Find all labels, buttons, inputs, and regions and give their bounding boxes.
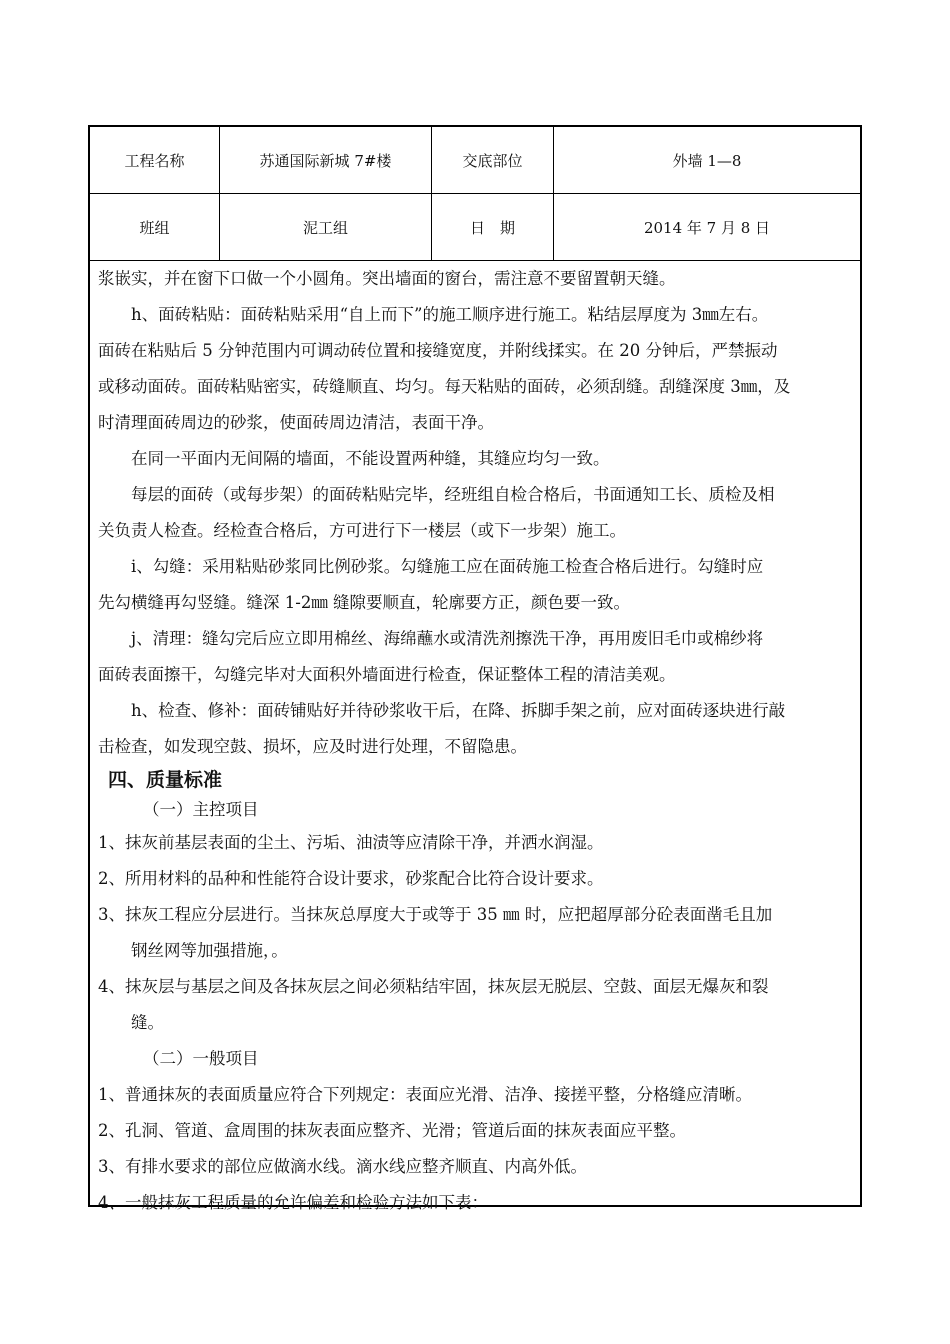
paragraph-line: 每层的面砖（或每步架）的面砖粘贴完毕，经班组自检合格后，书面通知工长、质检及相 [131,485,775,504]
date-label: 日 期 [432,194,554,260]
section-heading: 四、质量标准 [108,769,223,791]
paragraph-line: 击检查，如发现空鼓、损坏，应及时进行处理，不留隐患。 [98,737,527,756]
paragraph-line: 先勾横缝再勾竖缝。缝深 1-2㎜ 缝隙要顺直，轮廓要方正，颜色要一致。 [98,593,631,612]
paragraph-line: i、勾缝：采用粘贴砂浆同比例砂浆。勾缝施工应在面砖施工检查合格后进行。勾缝时应 [131,557,764,576]
list-item: 4、一般抹灰工程质量的允许偏差和检验方法如下表： [98,1193,488,1212]
list-item: 1、普通抹灰的表面质量应符合下列规定：表面应光滑、洁净、接搓平整，分格缝应清晰。 [98,1085,752,1104]
paragraph-line: 或移动面砖。面砖粘贴密实，砖缝顺直、均匀。每天粘贴的面砖，必须刮缝。刮缝深度 3㎜，及 [98,377,791,396]
list-item: 3、有排水要求的部位应做滴水线。滴水线应整齐顺直、内高外低。 [98,1157,587,1176]
paragraph-line: j、清理：缝勾完后应立即用棉丝、海绵蘸水或清洗剂擦洗干净，再用废旧毛巾或棉纱将 [131,629,764,648]
paragraph-line: 时清理面砖周边的砂浆，使面砖周边清洁，表面干净。 [98,413,494,432]
paragraph-line: 浆嵌实，并在窗下口做一个小圆角。突出墙面的窗台，需注意不要留置朝天缝。 [98,269,676,288]
subsection-heading: （二）一般项目 [143,1049,259,1068]
subsection-heading: （一）主控项目 [143,800,259,819]
team-label: 班组 [90,194,220,260]
disclosure-table [88,125,862,1212]
list-item: 2、所用材料的品种和性能符合设计要求，砂浆配合比符合设计要求。 [98,869,604,888]
project-name-label: 工程名称 [90,127,220,193]
disclosure-part-value: 外墙 1—8 [672,151,742,170]
paragraph-line: 面砖表面擦干，勾缝完毕对大面积外墙面进行检查，保证整体工程的清洁美观。 [98,665,676,684]
list-item-continued: 缝。 [131,1013,164,1032]
list-item: 2、孔洞、管道、盒周围的抹灰表面应整齐、光滑；管道后面的抹灰表面应平整。 [98,1121,686,1140]
list-item: 3、抹灰工程应分层进行。当抹灰总厚度大于或等于 35 ㎜ 时，应把超厚部分砼表面凿毛且加 [98,905,773,924]
content-body [90,261,860,1221]
list-item-continued: 钢丝网等加强措施，。 [131,941,288,960]
paragraph-line: h、检查、修补：面砖铺贴好并待砂浆收干后，在降、拆脚手架之前，应对面砖逐块进行敲 [131,701,786,720]
header-row-1 [90,127,860,194]
disclosure-part-label: 交底部位 [432,127,554,193]
paragraph-line: 关负责人检查。经检查合格后，方可进行下一楼层（或下一步架）施工。 [98,521,626,540]
date-value: 2014 年 7 月 8 日 [643,218,771,237]
project-name-value: 苏通国际新城 7#楼 [220,127,432,193]
header-row-2 [90,194,860,261]
list-item: 1、抹灰前基层表面的尘土、污垢、油渍等应清除干净，并洒水润湿。 [98,833,604,852]
paragraph-line: h、面砖粘贴：面砖粘贴采用“自上而下”的施工顺序进行施工。粘结层厚度为 3㎜左右。 [131,305,769,324]
team-value: 泥工组 [220,194,432,260]
list-item: 4、抹灰层与基层之间及各抹灰层之间必须粘结牢固，抹灰层无脱层、空鼓、面层无爆灰和裂 [98,977,769,996]
paragraph-line: 面砖在粘贴后 5 分钟范围内可调动砖位置和接缝宽度，并附线揉实。在 20 分钟后，严禁振动 [98,341,778,360]
paragraph-line: 在同一平面内无间隔的墙面，不能设置两种缝，其缝应均匀一致。 [131,449,610,468]
